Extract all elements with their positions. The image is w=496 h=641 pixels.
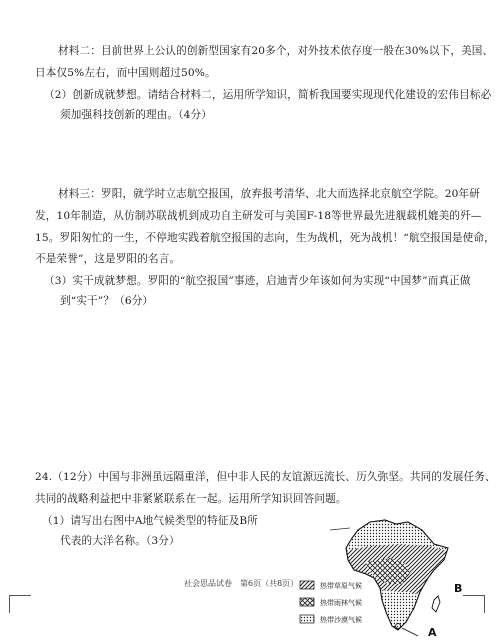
map-frame-line — [330, 528, 350, 530]
legend-label-rainforest: 热带雨林气候 — [320, 599, 362, 607]
question-3-prompt-cont: 到“实干”？（6分） — [60, 295, 154, 307]
material3-line4: 不是荣誉”，这是罗阳的名言。 — [35, 253, 181, 265]
legend-label-desert: 热带沙漠气候 — [320, 616, 362, 624]
question-2-prompt-cont: 须加强科技创新的理由。（4分） — [60, 109, 213, 121]
material3-line2: 发，10年制造，从仿制苏联战机到成功自主研发可与美国F-18等世界最先进舰载机媲美的歼— — [35, 210, 482, 222]
question-24-sub1: （1）请写出右图中A地气候类型的特征及B所 — [42, 515, 259, 527]
location-a-pointer — [402, 628, 418, 636]
legend-label-savanna: 热带草原气候 — [320, 582, 362, 590]
page-footer: 社会思品试卷 第6页（共8页） — [184, 579, 299, 588]
question-2-prompt: （2）创新成就梦想。请结合材料二，运用所学知识，简析我国要实现现代化建设的宏伟目标必 — [44, 89, 492, 101]
madagascar-outline — [432, 596, 440, 612]
material3-line1: 材料三：罗阳，就学时立志航空报国，放弃报考清华、北大而选择北京航空学院。20年研 — [58, 188, 481, 200]
question-24-intro-cont: 共同的战略利益把中非紧紧联系在一起。运用所学知识回答问题。 — [35, 493, 347, 505]
africa-climate-map — [320, 508, 480, 641]
map-label-a: A — [428, 626, 437, 639]
map-legend — [300, 581, 362, 624]
crop-mark-right-vertical — [484, 595, 485, 613]
material3-line3: 15。罗阳匆忙的一生，不停地实践着航空报国的志向，生为战机，死为战机！“航空报国是使命， — [35, 232, 495, 244]
crop-mark-left-vertical — [9, 595, 10, 613]
question-3-prompt: （3）实干成就梦想。罗阳的“航空报国”事迹，启迪青少年该如何为实现“中国梦”而真正做 — [44, 275, 471, 287]
crop-mark-right-horizontal — [463, 595, 485, 596]
material2-line1: 材料二：目前世界上公认的创新型国家有20多个，对外技术依存度一般在30%以下，美国、 — [58, 45, 494, 57]
map-label-b: B — [454, 582, 463, 595]
crop-mark-left-horizontal — [9, 595, 31, 596]
material2-line2: 日本仅5%左右，而中国则超过50%。 — [35, 67, 216, 79]
question-24-sub1-cont: 代表的大洋名称。（3分） — [60, 535, 180, 547]
legend-swatch-savanna — [300, 581, 314, 589]
legend-swatch-rainforest — [300, 598, 314, 606]
question-24-intro: 24.（12分）中国与非洲虽远隔重洋，但中非人民的友谊源远流长、历久弥坚。共同的发展任务、 — [35, 471, 496, 483]
legend-swatch-desert — [300, 615, 314, 623]
